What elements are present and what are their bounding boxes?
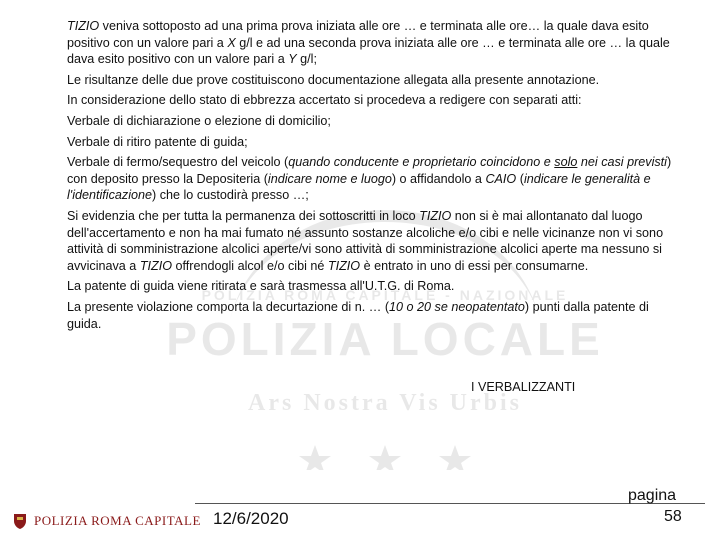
watermark-title: POLIZIA LOCALE (166, 313, 604, 365)
text: ) con deposito presso la Depositeria ( (67, 155, 672, 186)
paragraph-results: Le risultanze delle due prove costituiscono documentazione allegata alla presente annotazione. (67, 72, 600, 87)
text: g/l e ad una seconda prova iniziata alle ore … e terminata alle ore … la quale dava esito positivo con un valore pari a (67, 35, 670, 67)
text: è entrato in uno di essi per consumarne. (360, 258, 589, 273)
text: indicare le generalità e l'identificazione (67, 171, 651, 203)
paragraph-evidenzia (67, 208, 677, 274)
paragraph-ritiro-patente: Verbale di ritiro patente di guida; (67, 134, 248, 149)
value-y: Y (288, 52, 297, 67)
text: ) punti dalla patente di guida. (67, 299, 649, 331)
paragraph-domicilio: Verbale di dichiarazione o elezione di domicilio; (67, 113, 331, 128)
stars-icon (299, 445, 471, 470)
text-solo: solo (554, 155, 578, 170)
watermark-arc-text: POLIZIA ROMA CAPITALE - NAZIONALE (201, 287, 569, 303)
text: g/l; (296, 52, 317, 67)
name-tizio: TIZIO (327, 258, 361, 273)
footer-logo-text: POLIZIA ROMA CAPITALE (34, 513, 201, 528)
page-number: 58 (664, 508, 682, 525)
signature-label: I VERBALIZZANTI (471, 380, 576, 394)
name-tizio: TIZIO (67, 19, 100, 33)
text: quando conducente e proprietario coincidono e (288, 155, 555, 170)
name-caio: CAIO (485, 171, 517, 186)
text: Verbale di fermo/sequestro del veicolo ( (67, 155, 289, 170)
document-body (67, 18, 677, 336)
paragraph-fermo-sequestro (67, 154, 677, 204)
text: ) che lo custodirà presso …; (152, 188, 309, 203)
paragraph-tests (67, 18, 677, 68)
paragraph-patente-ritirata: La patente di guida viene ritirata e sarà trasmessa all'U.T.G. di Roma. (67, 279, 455, 294)
name-tizio: TIZIO (419, 208, 452, 223)
text: ) o affidandolo a (391, 171, 486, 186)
crest-icon (12, 512, 28, 530)
paragraph-decurtazione (67, 299, 677, 332)
watermark-motto: Ars Nostra Vis Urbis (248, 390, 522, 416)
text: Si evidenzia che per tutta la permanenza dei sottoscritti in loco (67, 208, 420, 223)
text: La presente violazione comporta la decurtazione di n. … ( (67, 299, 390, 314)
text: indicare nome e luogo (267, 171, 392, 186)
footer-logo (12, 512, 201, 530)
paragraph-acts: In considerazione dello stato di ebbrezza accertato si procedeva a redigere con separati atti: (67, 93, 582, 108)
text: non si è mai allontanato dal luogo dell'accertamento e non ha mai fumato né assunto sostanze alcoliche e/o cibi e nelle vicinanze non vi sono attività di somministrazione alcolici aperte/vi sono attività di somministrazione alcolici aperte ma nessuno si avvicinava a (67, 208, 664, 273)
name-tizio: TIZIO (139, 258, 172, 273)
value-x: X (227, 35, 236, 50)
text: veniva sottoposto ad una prima prova iniziata alle ore … e terminata alle ore… la quale dava esito positivo con un valore pari a (67, 19, 649, 50)
text: nei casi previsti (577, 155, 667, 170)
page-label: pagina (628, 487, 677, 504)
text: 10 o 20 se neopatentato (389, 299, 525, 314)
footer-date: 12/6/2020 (213, 509, 289, 528)
text: offrendogli alcol e/o cibi né (172, 258, 328, 273)
text: ( (516, 171, 524, 186)
